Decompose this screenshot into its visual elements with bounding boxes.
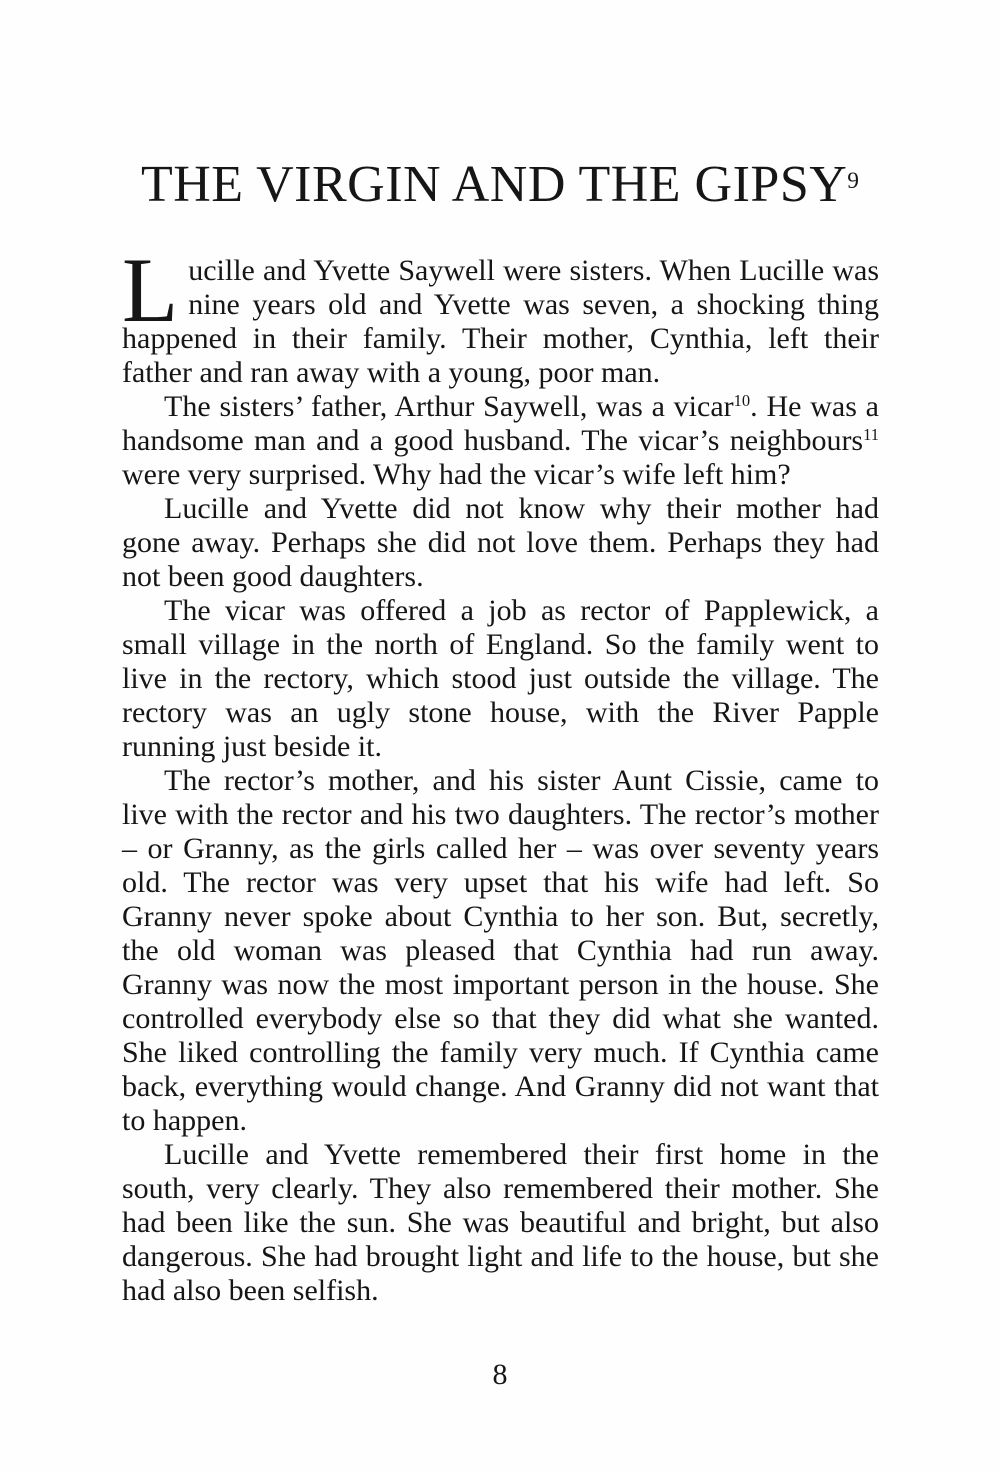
page-title <box>0 155 1000 214</box>
dropcap: L <box>122 239 179 341</box>
footnote-ref: 11 <box>863 425 879 445</box>
paragraph: The sisters’ father, Arthur Saywell, was a vicar$^{10}$. He was a handsome man and a good husband. The vicar’s neighbours$^{11}$ were very surprised. Why had the vicar’s wife left him? <box>122 390 880 491</box>
body-text <box>122 239 880 1308</box>
page-number: 8 <box>492 1358 508 1391</box>
paragraph: Lucille and Yvette did not know why their mother had gone away. Perhaps she did not love them. Perhaps they had not been good daughters. <box>122 492 879 593</box>
footnote-ref: 10 <box>733 391 751 411</box>
paragraph: The vicar was offered a job as rector of Papplewick, a small village in the north of England. So the family went to live in the rectory, which stood just outside the village. The rectory was an ugly stone house, with the River Papple running just beside it. <box>122 594 879 763</box>
title-footnote-ref: 9 <box>847 168 859 195</box>
paragraph: Lucille and Yvette remembered their first home in the south, very clearly. They also remembered their mother. She had been like the sun. She was beautiful and bright, but also dangerous. She had brought light and life to the house, but she had also been selfish. <box>122 1138 879 1307</box>
paragraph: The rector’s mother, and his sister Aunt Cissie, came to live with the rector and his two daughters. The rector’s mother – or Granny, as the girls called her – was over seventy years old. The rector was very upset that his wife had left. So Granny never spoke about Cynthia to her son. But, secretly, the old woman was pleased that Cynthia had run away. Granny was now the most important person in the house. She controlled everybody else so that they did what she wanted. She liked controlling the family very much. If Cynthia came back, everything would change. And Granny did not want that to happen. <box>122 764 879 1137</box>
page-title-text: THE VIRGIN AND THE GIPSY <box>140 156 848 213</box>
paragraph: Lucille and Yvette Saywell were sisters. When Lucille was nine years old and Yvette was seven, a shocking thing happened in their family. Their mother, Cynthia, left their father and ran away with a young, poor man. <box>122 239 879 389</box>
